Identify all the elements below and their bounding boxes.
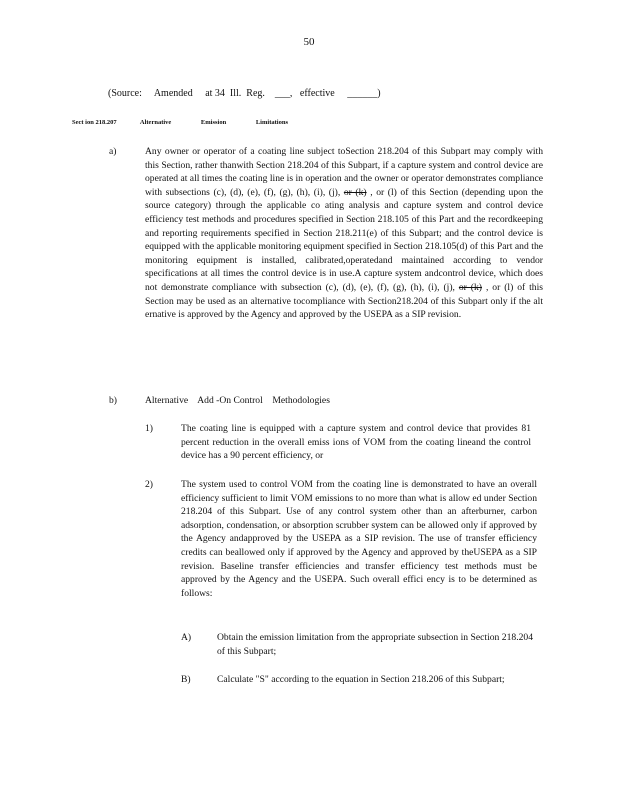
section-title-word-1: Alternative: [139, 119, 172, 126]
section-heading: [72, 119, 316, 126]
item-a-text: Obtain the emission limitation from the appropriate subsection in Section 218.204 of this Subpart;: [217, 632, 533, 657]
source-note: (Source: Amended at 34 Ill. Reg. ___, effective ______): [108, 88, 381, 99]
subsection-a-text: [145, 145, 543, 322]
section-title-word-2: Emission: [200, 119, 227, 126]
page-number: 50: [303, 36, 315, 48]
section-number: Sect ion 218.207: [72, 119, 117, 126]
item-b-label: B): [181, 674, 191, 685]
item-2-text: The system used to control VOM from the coating line is demonstrated to have an overall efficiency sufficient to limit VOM emissions to no more than what is allow ed under Section 218.204 of this Subpart. Use of any control system other than an afterburner, carbon adsorption, condensation, or absorption scrubber system can be allowed only if approved by the Agency andapproved by the USEPA as a SIP revision. The use of transfer efficiency credits can beallowed only if approved by the Agency and approved by theUSEPA as a SIP revision. Baseline transfer efficiencies and transfer efficiency test methods must be approved by the Agency and the USEPA. Such overall effici ency is to be determined as follows:: [181, 479, 537, 599]
item-1-label: 1): [145, 423, 153, 434]
item-2-label: 2): [145, 479, 153, 490]
subsection-a-text-part-1: Any owner or operator of a coating line subject toSection 218.204 of this Subpart may comply with this Section, rather thanwith Section 218.204 of this Subpart, if a capture system and control device are operated at all times the coating line is in operation and the owner or operator demonstrates compliance with subsections (c), (d), (e), (f), (g), (h), (i), (j),: [145, 146, 543, 198]
subsection-a-label: a): [109, 146, 117, 157]
subsection-b-label: b): [109, 395, 117, 406]
section-title-word-3: Limitations: [255, 119, 288, 126]
item-a-label: A): [181, 632, 192, 643]
subsection-a-text-part-3: , or (l) of this Section may be used as an alternative tocompliance with Section218.204 of this Subpart only if the alt ernative is approved by the Agency and approved by the USEPA as a SIP revision.: [145, 281, 544, 321]
subsection-a-text-part-2: , or (l) of this Section (depending upon the source category) through the applicable co ating analysis and capture system and control device efficiency test methods and procedures specified in Section 218.105 of this Part and the recordkeeping and reporting requirements specified in Section 218.211(e) of this Subpart; and the control device is equipped with the applicable monitoring equipment specified in Section 218.105(d) of this Part and the monitoring equipment is installed, calibrated,operatedand maintained according to vendor specifications at all times the control device is in use.A capture system andcontrol device, which does not demonstrate compliance with subsection (c), (d), (e), (f), (g), (h), (i), (j),: [145, 186, 544, 293]
item-b-text: Calculate "S" according to the equation in Section 218.206 of this Subpart;: [217, 674, 505, 685]
item-1-text: The coating line is equipped with a capture system and control device that provides 81 percent reduction in the overall emiss ions of VOM from the coating lineand the control device has a 90 percent efficiency, or: [181, 423, 531, 462]
subsection-b-heading: Alternative Add -On Control Methodologies: [145, 395, 330, 406]
struck-text: or (k): [458, 281, 482, 293]
struck-text: or (k): [343, 186, 367, 198]
